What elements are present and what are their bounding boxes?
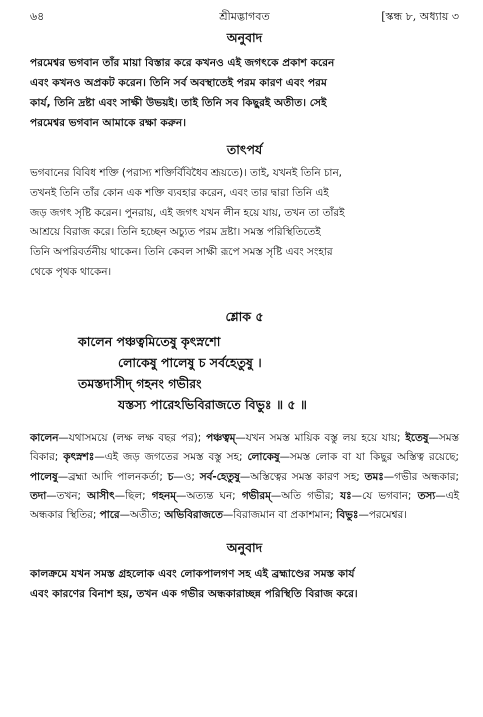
verse-line: যস্তস্য পারেঽভিবিরাজতে বিভুঃ ॥ ৫ ॥ xyxy=(118,396,307,412)
verse-line: লোকেষু পালেষু চ সর্বহেতুষু । xyxy=(118,354,262,370)
synonym-term: কৃৎস্নশঃ xyxy=(63,451,95,464)
synonym-meaning: —গভীর অন্ধকার; xyxy=(383,470,459,483)
synonym-meaning: —ব্রহ্মা আদি পালনকর্তা; xyxy=(57,470,168,483)
synonym-meaning: —অতি গভীর; xyxy=(270,490,341,502)
purport-line: তখনই তিনি তাঁর কোন এক শক্তি ব্যবহার করেন, এবং তার দ্বারা তিনি এই xyxy=(30,186,329,199)
translation-heading: অনুবাদ xyxy=(226,30,263,45)
chapter-reference: [স্কন্ধ ৮, অধ্যায় ৩ xyxy=(381,10,459,23)
translation-text-2 xyxy=(30,564,459,604)
synonym-term: গভীরম্ xyxy=(241,490,271,502)
synonym-meaning: —ছিল; xyxy=(114,490,152,502)
synonym-term: পালেষু xyxy=(30,470,58,483)
synonym-meaning: —এই অন্ধকার স্থিতির; xyxy=(30,490,459,522)
synonym-meaning: —যে ভগবান; xyxy=(351,490,418,502)
synonym-meaning: —এই জড় জগতের সমস্ত বস্তু সহ; xyxy=(94,451,248,464)
synonym-term: বিভুঃ xyxy=(336,509,359,522)
synonym-meaning: —ও; xyxy=(173,470,200,483)
translation-line: পরমেশ্বর ভগবান তাঁর মায়া বিস্তার করে কখনও এই জগৎকে প্রকাশ করেন xyxy=(30,57,335,69)
synonym-term: পারে xyxy=(99,509,120,522)
verse-text xyxy=(30,331,459,415)
synonym-meaning: —পরমেশ্বর। xyxy=(358,509,407,522)
translation-text xyxy=(30,53,459,133)
synonym-term: আসীৎ xyxy=(87,490,115,502)
synonym-meaning: —তখন; xyxy=(46,490,88,502)
synonym-term: তমঃ xyxy=(364,470,384,483)
translation-line: এবং কখনও অপ্রকট করেন। তিনি সর্ব অবস্থাতেই পরম কারণ এবং পরম xyxy=(30,77,327,89)
synonym-meaning: —সমস্ত লোক বা যা কিছুর অস্তিত্ব রয়েছে; xyxy=(279,451,459,464)
synonym-meaning: —অস্তিত্বের সমস্ত কারণ সহ; xyxy=(239,470,365,483)
purport-line: তিনি অপরিবর্তনীয় থাকেন। তিনি কেবল সাক্ষী রূপে সমস্ত সৃষ্টি এবং সংহার xyxy=(30,246,333,259)
synonym-term: গহনম্ xyxy=(151,490,177,502)
translation-line: পরমেশ্বর ভগবান আমাকে রক্ষা করুন। xyxy=(30,117,187,129)
synonym-term: পঞ্চত্বম্ xyxy=(206,431,236,444)
synonym-term: কালেন xyxy=(30,431,59,444)
synonym-term: ইতেষু xyxy=(405,431,429,444)
purport-line: জড় জগৎ সৃষ্টি করেন। পুনরায়, এই জগৎ যখন লীন হয়ে যায়, তখন তা তাঁরই xyxy=(30,206,345,219)
synonym-meaning: —অত্যন্ত ঘন; xyxy=(176,490,242,502)
book-title: শ্রীমদ্ভাগবত xyxy=(219,10,270,23)
synonym-term: অভিবিরাজতে xyxy=(164,509,223,522)
translation-line: কালক্রমে যখন সমস্ত গ্রহলোক এবং লোকপালগণ সহ এই ব্রহ্মাণ্ডের সমস্ত কার্য xyxy=(30,567,355,580)
synonym-meaning: —যথাসময়ে (লক্ষ লক্ষ বছর পর); xyxy=(58,431,207,444)
purport-line: ভগবানের বিবিধ শক্তি (পরাস্য শক্তির্বিবিধৈব শ্রূয়তে)। তাই, যখনই তিনি চান, xyxy=(30,167,342,179)
page-header xyxy=(30,0,459,24)
synonym-term: তস্য xyxy=(417,490,436,502)
page-number: ৬৪ xyxy=(30,10,45,23)
synonym-term: তদা xyxy=(30,490,47,502)
synonym-term: চ xyxy=(167,470,174,483)
translation-heading-2: অনুবাদ xyxy=(226,539,263,555)
synonyms-paragraph xyxy=(30,429,459,526)
synonym-meaning: —সমস্ত বিকার; xyxy=(30,431,459,464)
translation-line: এবং কারণের বিনাশ হয়, তখন এক গভীর অন্ধকারাচ্ছন্ন পরিস্থিতি বিরাজ করে। xyxy=(30,587,358,600)
purport-heading: তাৎপর্য xyxy=(226,142,263,157)
verse-heading: শ্লোক ৫ xyxy=(225,308,264,324)
synonym-term: যঃ xyxy=(340,490,352,502)
verse-line: তমস্তদাসীদ্ গহনং গভীরং xyxy=(78,375,202,391)
synonym-meaning: —অতীত; xyxy=(119,509,165,522)
verse-line: কালেন পঞ্চত্বমিতেষু কৃৎস্নশো xyxy=(78,333,221,349)
translation-line: কার্য, তিনি দ্রষ্টা এবং সাক্ষী উভয়ই। তাই তিনি সব কিছুরই অতীত। সেই xyxy=(30,97,327,109)
purport-line: আশ্রয়ে বিরাজ করে। তিনি হচ্ছেন অচ্যুত পরম দ্রষ্টা। সমস্ত পরিস্থিতিতেই xyxy=(30,226,321,239)
synonym-term: সর্ব-হেতুষু xyxy=(199,470,240,483)
purport-text xyxy=(30,164,459,283)
synonym-meaning: —বিরাজমান বা প্রকাশমান; xyxy=(222,509,337,522)
synonym-meaning: —যখন সমস্ত মায়িক বস্তু লয় হয়ে যায়; xyxy=(235,431,406,444)
purport-line: থেকে পৃথক থাকেন। xyxy=(30,265,112,278)
synonym-term: লোকেষু xyxy=(247,451,280,464)
